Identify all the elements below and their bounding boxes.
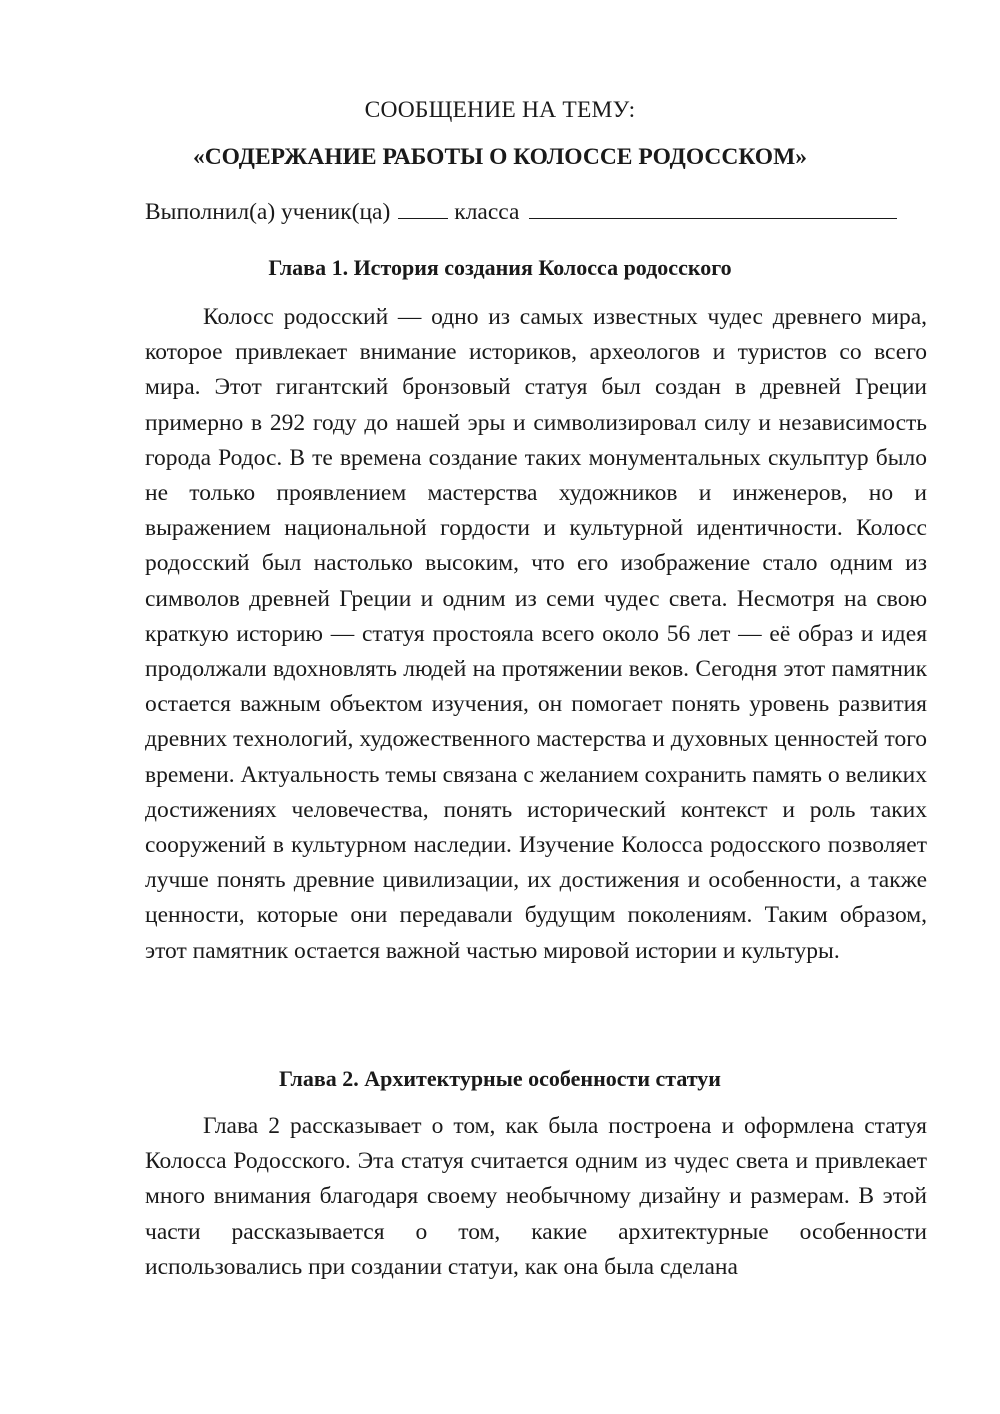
chapter-2-title: Глава 2. Архитектурные особенности статуи xyxy=(279,1066,721,1091)
document-title: «СОДЕРЖАНИЕ РАБОТЫ О КОЛОССЕ РОДОССКОМ» xyxy=(192,144,808,170)
class-label: класса xyxy=(454,199,520,225)
chapter-1-text: Колосс родосский — одно из самых известных чудес древнего мира, которое привлекает внимание историков, археологов и туристов со всего мира. Этот гигантский бронзовый статуя был создан в древней Греции примерно в 292 году до нашей эры и символизировал силу и независимость города Родос. В те времена создание таких монументальных скульптур было не только проявлением мастерства художников и инженеров, но и выражением национальной гордости и культурной идентичности. Колосс родосский был настолько высоким, что его изображение стало одним из символов древней Греции и одним из семи чудес света. Несмотря на свою краткую историю — статуя простояла всего около 56 лет — её образ и идея продолжали вдохновлять людей на протяжении веков. Сегодня этот памятник остается важным объектом изучения, он помогает понять уровень развития древних технологий, художественного мастерства и духовных ценностей того времени. Актуальность темы связана с желанием сохранить память о великих достижениях человечества, понять исторический контекст и роль таких сооружений в культурном наследии. Изучение Колосса родосского позволяет лучше понять древние цивилизации, их достижения и особенности, а также ценности, которые они передавали будущим поколениям. Таким образом, этот памятник остается важной частью мировой истории и культуры. xyxy=(145,304,927,964)
author-label: Выполнил(а) ученик(ца) xyxy=(145,199,391,225)
author-line xyxy=(145,195,935,229)
chapter-2-text: Глава 2 рассказывает о том, как была построена и оформлена статуя Колосса Родосского. Эта статуя считается одним из чудес света и привлекает много внимания благодаря своему необычному дизайну и размерам. В этой части рассказывается о том, какие архитектурные особенности использовались при создании статуи, как она была сделана xyxy=(145,1113,927,1280)
student-name-blank xyxy=(529,196,897,219)
chapter-1-title: Глава 1. История создания Колосса родосского xyxy=(268,255,732,280)
document-header-topic: СООБЩЕНИЕ НА ТЕМУ: xyxy=(364,97,636,123)
class-number-blank xyxy=(398,196,448,219)
